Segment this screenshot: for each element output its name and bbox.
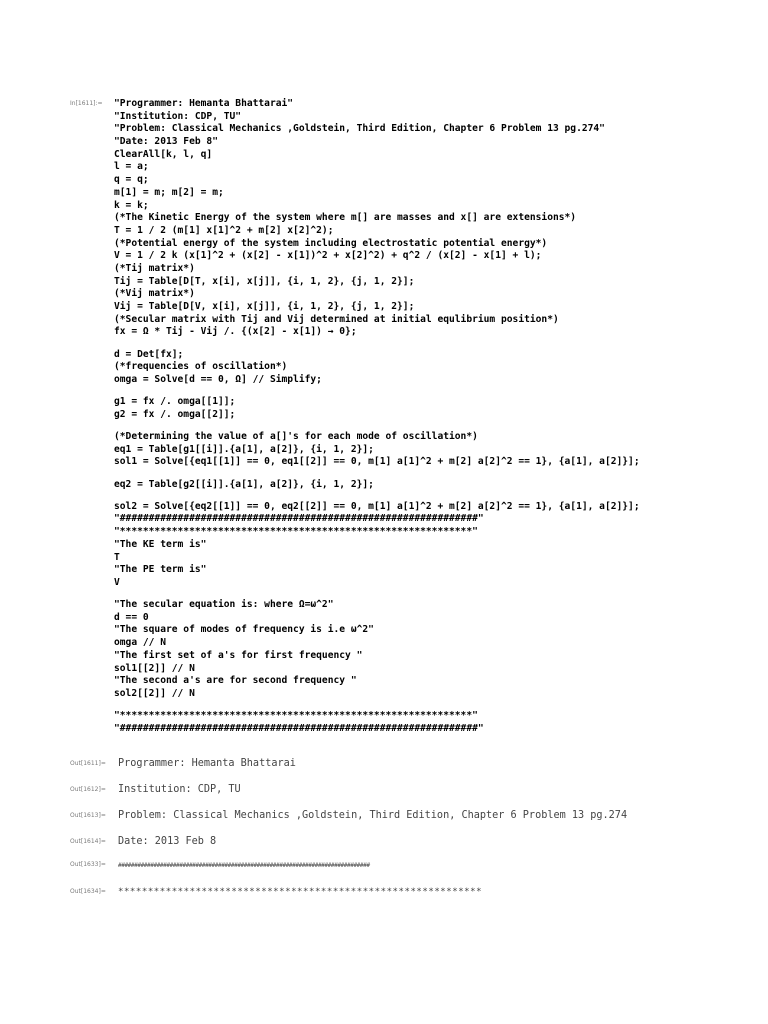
code-line: Vij = Table[D[V, x[i], x[j]], {i, 1, 2}, {j, 1, 2}];	[114, 301, 415, 312]
code-line: sol1 = Solve[{eq1[[1]] == 0, eq1[[2]] == 0, m[1] a[1]^2 + m[2] a[2]^2 == 1}, {a[1], a[2]}];	[114, 456, 640, 468]
code-line: fx = Ω * Tij - Vij /. {(x[2] - x[1]) → 0};	[114, 326, 357, 338]
output-cell-label: Out[1611]=	[70, 760, 106, 767]
output-text: Date: 2013 Feb 8	[118, 836, 217, 847]
code-line: V = 1 / 2 k (x[1]^2 + (x[2] - x[1])^2 + x[2]^2) + q^2 / (x[2] - x[1] + l);	[114, 250, 542, 262]
code-line: "The square of modes of frequency is i.e ω^2"	[114, 624, 374, 636]
code-line: d == 0	[114, 611, 149, 623]
code-line: ClearAll[k, l, q]	[114, 148, 213, 160]
code-line: T	[114, 551, 120, 563]
code-line: m[1] = m; m[2] = m;	[114, 186, 224, 198]
code-line: "The KE term is"	[114, 538, 207, 550]
code-line: eq1 = Table[g1[[i]].{a[1], a[2]}, {i, 1, 2}];	[114, 443, 374, 455]
code-line: Tij = Table[D[T, x[i], x[j]], {i, 1, 2}, {j, 1, 2}];	[114, 275, 415, 287]
output-cell-label: Out[1612]=	[70, 786, 106, 793]
output-cell-label: Out[1634]=	[70, 888, 106, 895]
output-cell[interactable]	[0, 835, 768, 849]
output-cell[interactable]	[0, 858, 768, 872]
code-line: "The first set of a's for first frequency "	[114, 649, 363, 661]
code-line	[0, 590, 768, 600]
code-line: "The secular equation is: where Ω=ω^2"	[114, 599, 334, 611]
code-line: "##############################################################"	[114, 722, 484, 734]
code-line: "Programmer: Hemanta Bhattarai"	[114, 98, 294, 109]
code-line: l = a;	[114, 161, 149, 173]
output-text: ##############################################################################	[118, 862, 370, 869]
code-line	[0, 422, 768, 432]
output-text: Programmer: Hemanta Bhattarai	[118, 758, 296, 769]
code-line	[0, 701, 768, 711]
code-line: (*Secular matrix with Tij and Vij determined at initial equlibrium position*)	[114, 313, 559, 325]
code-line: (*frequencies of oscillation*)	[114, 361, 288, 373]
output-cell[interactable]	[0, 885, 768, 899]
output-text: Problem: Classical Mechanics ,Goldstein, Third Edition, Chapter 6 Problem 13 pg.274	[118, 810, 628, 821]
code-line: "Date: 2013 Feb 8"	[114, 136, 218, 148]
code-line: omga = Solve[d == 0, Ω] // Simplify;	[114, 373, 322, 385]
code-line	[0, 339, 768, 349]
output-cell[interactable]	[0, 783, 768, 797]
code-line: omga // N	[114, 637, 166, 649]
code-line: g2 = fx /. omga[[2]];	[114, 408, 236, 420]
code-line	[0, 469, 768, 479]
code-line: (*Potential energy of the system including electrostatic potential energy*)	[114, 237, 548, 249]
code-line: "The PE term is"	[114, 564, 207, 576]
code-line: "*************************************************************"	[114, 526, 478, 538]
output-text: *************************************************************	[118, 887, 483, 897]
output-cell-label: Out[1613]=	[70, 812, 106, 819]
code-line	[0, 491, 768, 501]
input-cell-label: In[1611]:=	[70, 100, 103, 107]
output-text: Institution: CDP, TU	[118, 784, 241, 795]
code-line: T = 1 / 2 (m[1] x[1]^2 + m[2] x[2]^2);	[114, 224, 334, 236]
code-line: (*Tij matrix*)	[114, 262, 195, 274]
code-line: g1 = fx /. omga[[1]];	[114, 396, 236, 408]
code-line: (*Determining the value of a[]'s for each mode of oscillation*)	[114, 431, 478, 442]
output-cell[interactable]	[0, 757, 768, 771]
input-cell[interactable]	[0, 98, 768, 735]
code-line: "*************************************************************"	[114, 710, 478, 722]
code-line: q = q;	[114, 174, 149, 186]
code-line: "Problem: Classical Mechanics ,Goldstein, Third Edition, Chapter 6 Problem 13 pg.274"	[114, 123, 605, 135]
output-cell-label: Out[1633]=	[70, 861, 106, 868]
code-line: V	[114, 576, 120, 588]
code-line: d = Det[fx];	[114, 348, 184, 360]
code-line: eq2 = Table[g2[[i]].{a[1], a[2]}, {i, 1, 2}];	[114, 478, 374, 490]
code-line: (*The Kinetic Energy of the system where m[] are masses and x[] are extensions*)	[114, 212, 577, 224]
code-line: sol2[[2]] // N	[114, 687, 195, 699]
output-cell-label: Out[1614]=	[70, 838, 106, 845]
code-line: sol2 = Solve[{eq2[[1]] == 0, eq2[[2]] == 0, m[1] a[1]^2 + m[2] a[2]^2 == 1}, {a[1], a[2]}];	[114, 500, 640, 512]
code-line: "##############################################################"	[114, 513, 484, 525]
output-cell[interactable]	[0, 809, 768, 823]
code-line: sol1[[2]] // N	[114, 662, 195, 674]
code-line: k = k;	[114, 199, 149, 211]
code-line	[0, 387, 768, 397]
code-line: "The second a's are for second frequency "	[114, 675, 357, 687]
code-line: (*Vij matrix*)	[114, 288, 195, 300]
code-line: "Institution: CDP, TU"	[114, 110, 242, 122]
